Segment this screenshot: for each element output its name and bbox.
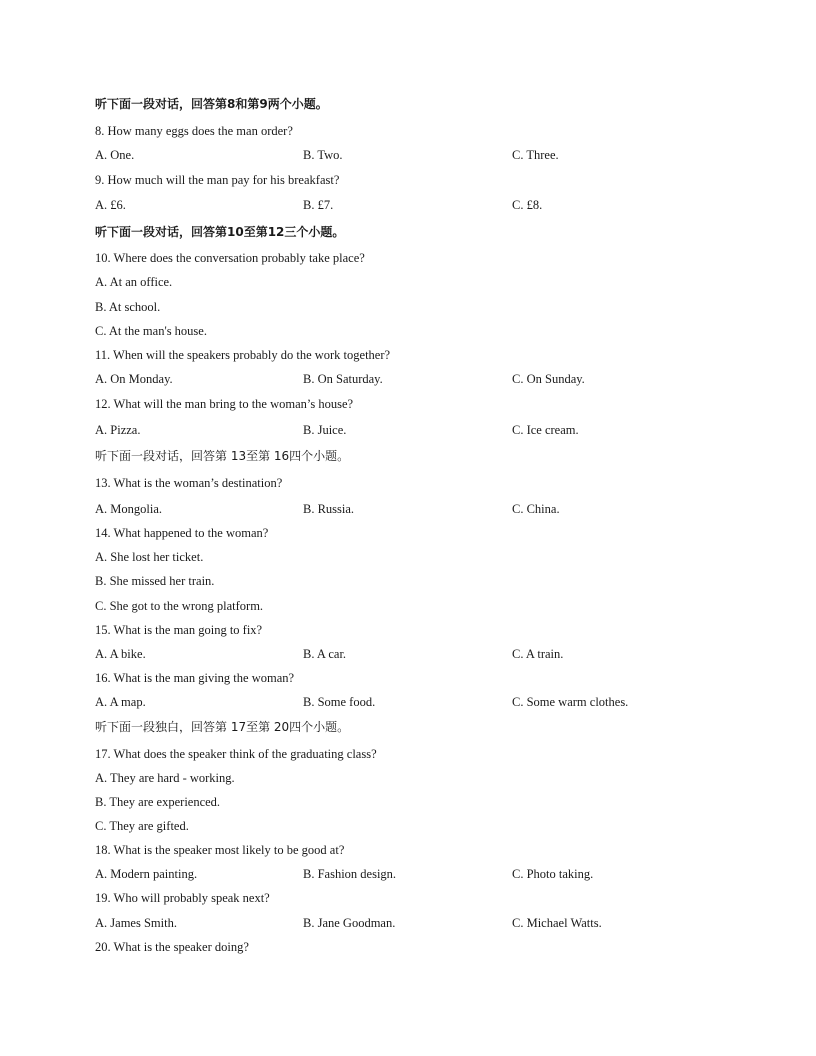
option-c: C. They are gifted. xyxy=(95,819,189,833)
section-heading: 听下面一段对话，回答第8和第9两个小题。 xyxy=(95,97,328,111)
option-b: B. Jane Goodman. xyxy=(303,916,396,930)
option-b: B. They are experienced. xyxy=(95,795,221,809)
question-18-stem: 18. What is the speaker most likely to be good at? xyxy=(95,843,345,857)
option-a: A. She lost her ticket. xyxy=(95,550,204,564)
question-9-stem: 9. How much will the man pay for his breakfast? xyxy=(95,173,340,187)
option-a: A. A bike. xyxy=(95,647,146,661)
option-a: A. £6. xyxy=(95,198,126,212)
option-b: B. A car. xyxy=(303,647,347,661)
option-b: B. At school. xyxy=(95,300,161,314)
question-16-stem: 16. What is the man giving the woman? xyxy=(95,671,295,685)
question-11-stem: 11. When will the speakers probably do the work together? xyxy=(95,348,391,362)
option-c: C. £8. xyxy=(512,198,543,212)
option-a: A. A map. xyxy=(95,695,146,709)
option-a: A. They are hard - working. xyxy=(95,771,235,785)
question-20-stem: 20. What is the speaker doing? xyxy=(95,940,249,954)
option-b: B. Fashion design. xyxy=(303,867,397,881)
option-c: C. Michael Watts. xyxy=(512,916,602,930)
option-c: C. On Sunday. xyxy=(512,372,585,386)
question-19-stem: 19. Who will probably speak next? xyxy=(95,891,270,905)
question-15-stem: 15. What is the man going to fix? xyxy=(95,623,263,637)
section-heading: 听下面一段独白，回答第 17至第 20四个小题。 xyxy=(95,720,350,734)
option-c: C. At the man's house. xyxy=(95,324,207,338)
option-b: B. Russia. xyxy=(303,502,355,516)
option-c: C. A train. xyxy=(512,647,564,661)
option-a: A. Modern painting. xyxy=(95,867,198,881)
option-b: B. She missed her train. xyxy=(95,574,215,588)
question-8-stem: 8. How many eggs does the man order? xyxy=(95,124,293,138)
option-c: C. China. xyxy=(512,502,560,516)
option-c: C. Photo taking. xyxy=(512,867,594,881)
option-a: A. James Smith. xyxy=(95,916,177,930)
option-a: A. One. xyxy=(95,148,135,162)
option-b: B. On Saturday. xyxy=(303,372,383,386)
question-10-stem: 10. Where does the conversation probably take place? xyxy=(95,251,365,265)
section-heading: 听下面一段对话，回答第10至第12三个小题。 xyxy=(95,225,345,239)
option-a: A. At an office. xyxy=(95,275,173,289)
option-b: B. Two. xyxy=(303,148,343,162)
option-b: B. Some food. xyxy=(303,695,376,709)
section-heading: 听下面一段对话，回答第 13至第 16四个小题。 xyxy=(95,449,350,463)
question-14-stem: 14. What happened to the woman? xyxy=(95,526,269,540)
option-c: C. Ice cream. xyxy=(512,423,579,437)
option-c: C. Some warm clothes. xyxy=(512,695,629,709)
option-c: C. Three. xyxy=(512,148,559,162)
question-12-stem: 12. What will the man bring to the woman’s house? xyxy=(95,397,354,411)
option-a: A. On Monday. xyxy=(95,372,173,386)
question-13-stem: 13. What is the woman’s destination? xyxy=(95,476,283,490)
option-b: B. Juice. xyxy=(303,423,347,437)
option-b: B. £7. xyxy=(303,198,334,212)
option-a: A. Pizza. xyxy=(95,423,141,437)
option-c: C. She got to the wrong platform. xyxy=(95,599,264,613)
option-a: A. Mongolia. xyxy=(95,502,163,516)
question-17-stem: 17. What does the speaker think of the graduating class? xyxy=(95,747,377,761)
